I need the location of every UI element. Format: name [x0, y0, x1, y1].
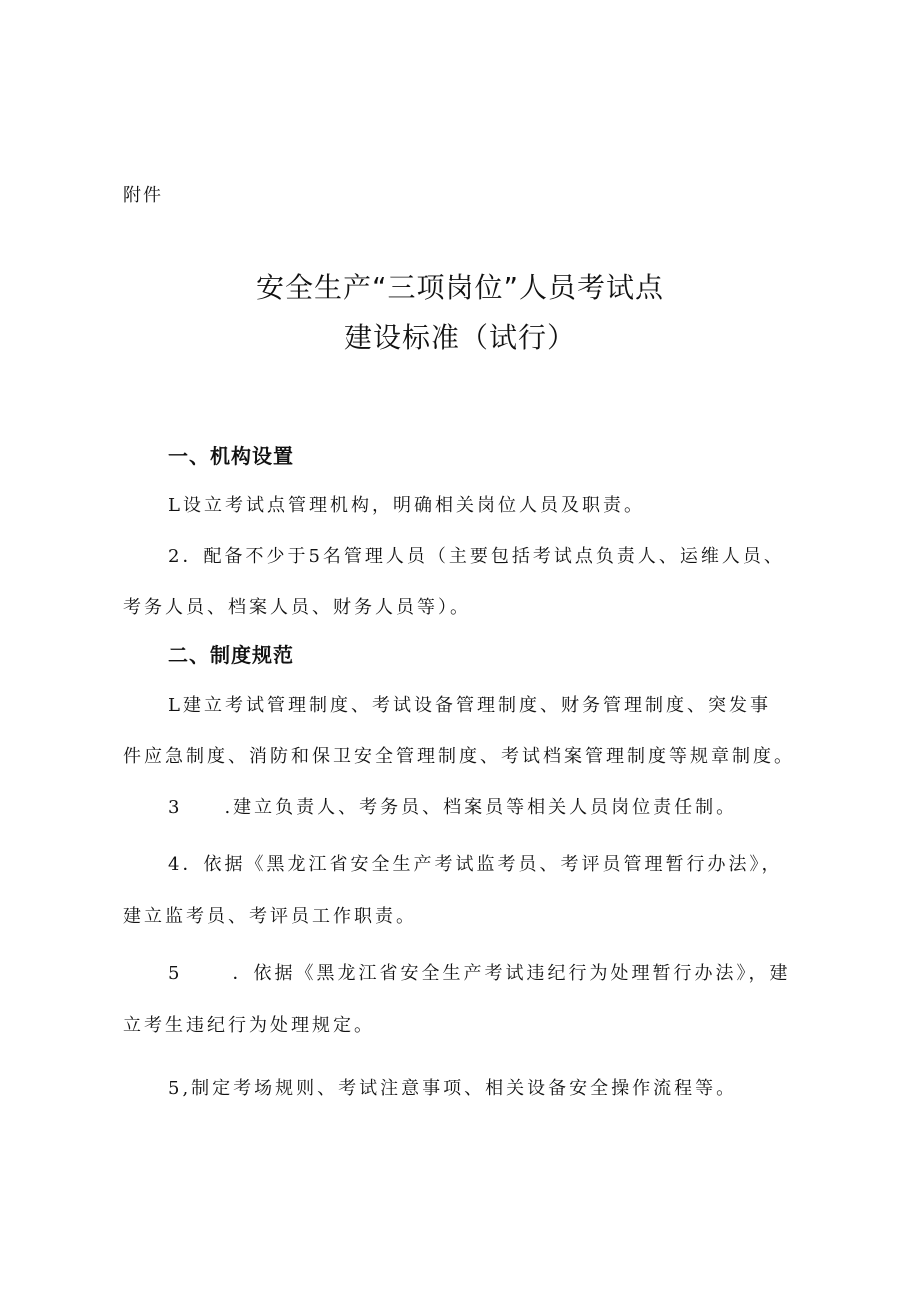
item-number: 3 — [168, 797, 183, 818]
paragraph-line: L设立考试点管理机构，明确相关岗位人员及职责。 — [168, 495, 645, 516]
paragraph-line: L建立考试管理制度、考试设备管理制度、财务管理制度、突发事 — [168, 695, 771, 716]
document-title-line-2: 建设标准（试行） — [343, 321, 576, 354]
paragraph-line: 建立监考员、考评员工作职责。 — [123, 906, 417, 927]
paragraph-line: 4．依据《黑龙江省安全生产考试监考员、考评员管理暂行办法》， — [168, 854, 783, 875]
paragraph-line: 5,制定考场规则、考试注意事项、相关设备安全操作流程等。 — [168, 1078, 738, 1099]
item-number: 5 — [168, 963, 183, 984]
paragraph-line: 件应急制度、消防和保卫安全管理制度、考试档案管理制度等规章制度。 — [123, 746, 795, 767]
document-title-line-1: 安全生产“三项岗位”人员考试点 — [255, 271, 664, 304]
section-heading-regulations: 二、制度规范 — [168, 643, 294, 667]
paragraph-line — [168, 962, 790, 986]
paragraph-line — [168, 796, 737, 820]
attachment-label: 附件 — [123, 185, 163, 206]
item-text: .建立负责人、考务员、档案员等相关人员岗位责任制。 — [224, 797, 738, 818]
paragraph-line: 立考生违纪行为处理规定。 — [123, 1015, 375, 1036]
paragraph-line: 考务人员、档案人员、财务人员等）。 — [123, 597, 471, 618]
section-heading-organization: 一、机构设置 — [168, 444, 294, 468]
item-text: ．依据《黑龙江省安全生产考试违纪行为处理暂行办法》，建 — [232, 963, 791, 984]
paragraph-line: 2．配备不少于5名管理人员（主要包括考试点负责人、运维人员、 — [168, 546, 785, 567]
